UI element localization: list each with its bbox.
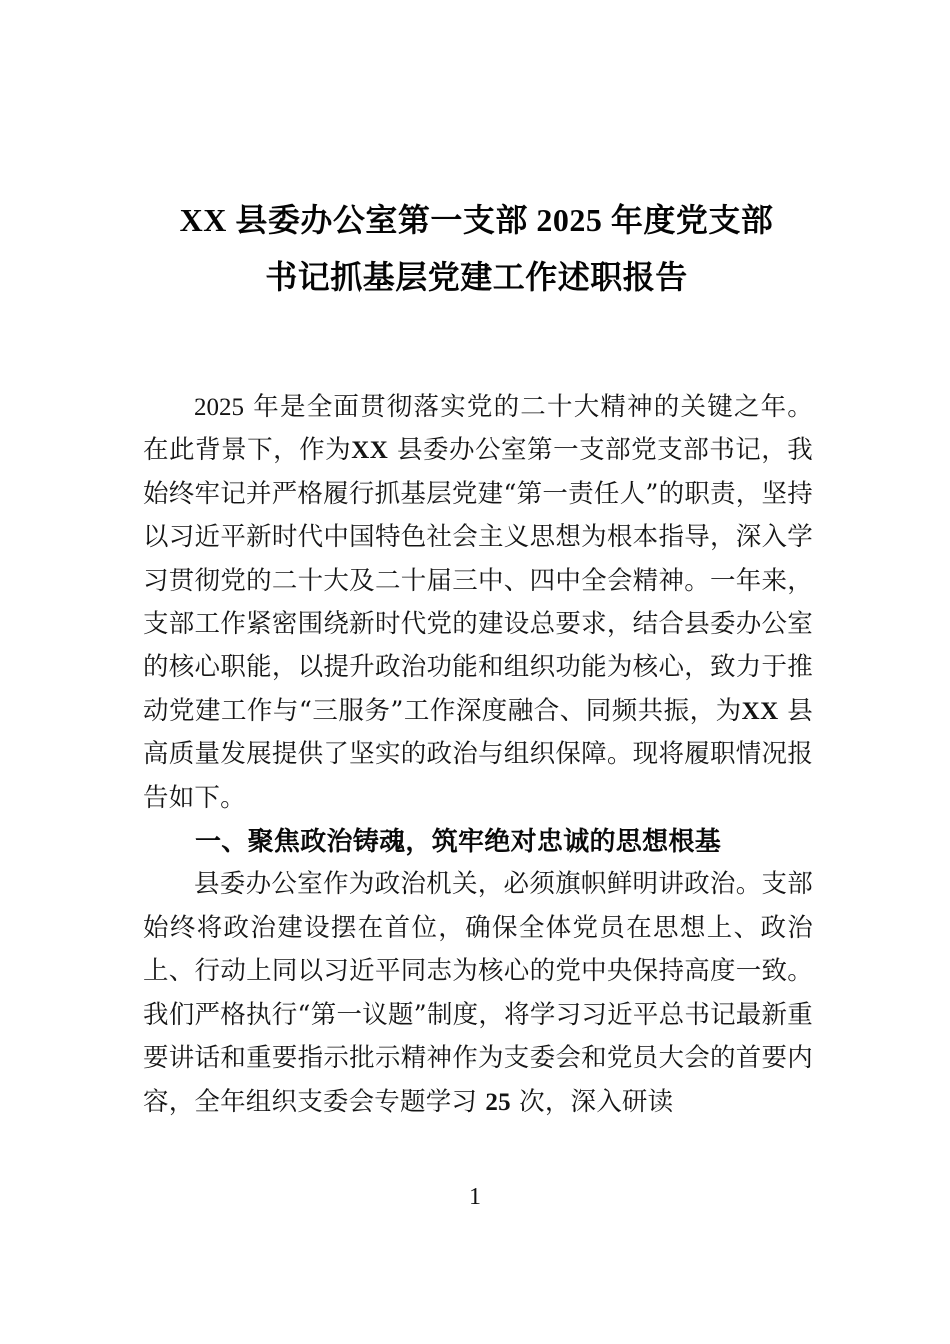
page-title-line-2: 书记抓基层党建工作述职报告 [265,259,688,295]
page-title-line-1: XX 县委办公室第一支部 2025 年度党支部 [179,202,774,238]
page-number: 1 [469,1184,481,1210]
text-run-number-bold: 25 [485,1088,511,1116]
text-run-latin-bold: XX [351,437,389,465]
document-body [143,386,813,1124]
section-heading-1: 一、聚焦政治铸魂，筑牢绝对忠诚的思想根基 [195,826,722,857]
paragraph-section-1-body: 县委办公室作为政治机关，必须旗帜鲜明讲政治。支部始终将政治建设摆在首位，确保全体党员在思想上、政治上、行动上同以习近平同志为核心的党中央保持高度一致。我们严格执行“第一议题”制度，将学习习近平总书记最新重要讲话和重要指示批示精神作为支委会和党员大会的首要内容，全年组织支委会专题学习 25 次，深入研读 [143,869,813,1117]
paragraph-intro: 2025 年是全面贯彻落实党的二十大精神的关键之年。在此背景下，作为XX 县委办公室第一支部党支部书记，我始终牢记并严格履行抓基层党建“第一责任人”的职责，坚持以习近平新时代中国特色社会主义思想为根本指导，深入学习贯彻党的二十大及二十届三中、四中全会精神。一年来，支部工作紧密围绕新时代党的建设总要求，结合县委办公室的核心职能，以提升政治功能和组织功能为核心，致力于推动党建工作与“三服务”工作深度融合、同频共振，为XX 县高质量发展提供了坚实的政治与组织保障。现将履职情况报告如下。 [143,392,814,813]
page-title [143,192,810,306]
text-run-latin-bold: XX [741,697,779,725]
text-run-number: 2025 [194,394,244,421]
